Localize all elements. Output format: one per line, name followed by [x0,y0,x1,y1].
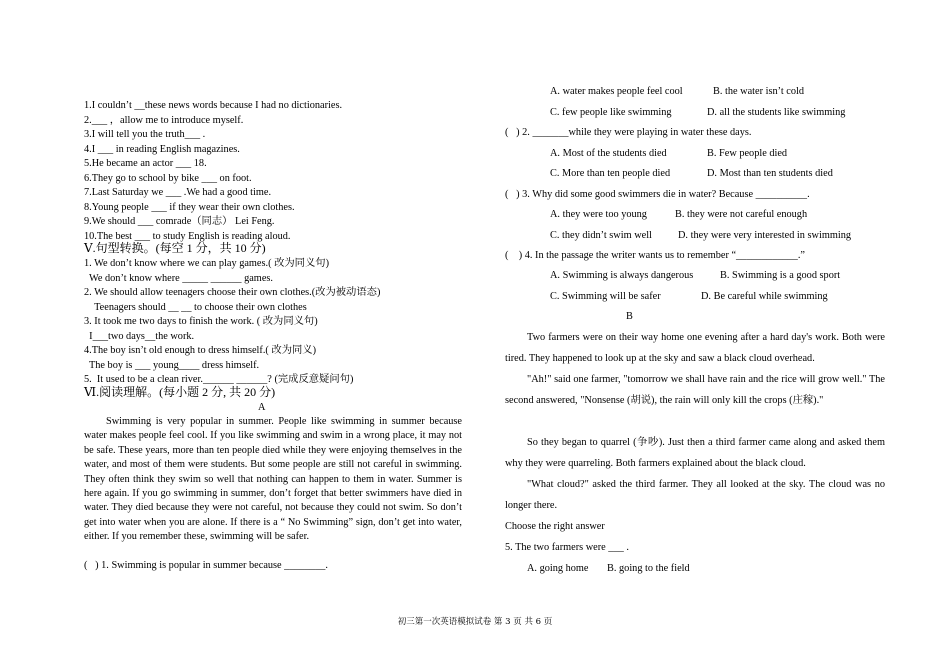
option: D. Be careful while swimming [701,291,828,302]
fill-item: 10.The best ___ to study English is reading aloud. [84,230,291,242]
option: C. few people like swimming [550,107,672,118]
option: C. More than ten people died [550,168,671,179]
option: C. they didn’t swim well [550,230,652,241]
passage-a-label: A [258,402,266,413]
option: B. Swimming is a good sport [720,270,841,281]
option: A. going home [527,563,589,574]
rewrite-line: I___two days__the work. [84,330,195,342]
question-5: 5. The two farmers were ___ . [505,542,629,553]
question-4: ( ) 4. In the passage the writer wants us to remember “____________.” [505,250,805,261]
section-5-title: Ⅴ.句型转换。(每空 1 分，共 10 分) [84,241,266,255]
option: D. they were very interested in swimming [678,230,852,241]
passage-a-text: Swimming is very popular in summer. People like swimming in summer because water makes people feel cool. If you like swimming and swim in a wrong place, it may not be safe. These years, more than ten people died while they were enjoying themselves in the water, and most of them were students. But some people are still not careful in swimming. They often think they swim so well that nothing can happen to them in water. Summer is here again. If you go swimming in summer, don’t forget that better swimmers have died in water. They died because they were not careful, not because they could not swim. So don’t get into water when you are alone. If there is a “ No Swimming” sign, don’t get into water, either. If you remember these, swimming will be safer. [84,416,462,543]
option: A. water makes people feel cool [550,86,683,97]
question-3: ( ) 3. Why did some good swimmers die in water? Because __________. [505,189,810,200]
option: C. Swimming will be safer [550,291,661,302]
passage-b-paragraph: So they began to quarrel (争吵). Just then a third farmer came along and asked them why they were quarreling. Both farmers explained about the black cloud. [505,437,885,469]
rewrite-line: Teenagers should __ __ to choose their own clothes [84,301,307,313]
fill-item: 6.They go to school by bike ___ on foot. [84,172,252,184]
rewrite-line: The boy is ___ young____ dress himself. [84,359,260,371]
option: A. Swimming is always dangerous [550,270,694,281]
fill-item: 9.We should ___ comrade（同志） Lei Feng. [84,216,275,227]
fill-item: 1.I couldn’t __these news words because I had no dictionaries. [84,100,343,111]
page-footer: 初三第一次英语模拟试卷 第 3 页 共 6 页 [397,617,553,627]
rewrite-line: 4.The boy isn’t old enough to dress himself.( 改为同义) [84,345,317,356]
option: A. they were too young [550,209,647,220]
option: B. going to the field [607,563,690,574]
option: B. Few people died [707,148,788,159]
option: D. Most than ten students died [707,168,833,179]
rewrite-line: We don’t know where _____ ______ games. [84,272,273,284]
section-6-title: Ⅵ.阅读理解。(每小题 2 分, 共 20 分) [84,385,276,399]
rewrite-line: 3. It took me two days to finish the work. ( 改为同义句) [84,316,318,327]
passage-b-label: B [626,311,633,322]
option: B. they were not careful enough [675,209,808,220]
fill-item: 3.I will tell you the truth___ . [84,129,206,140]
option: D. all the students like swimming [707,107,846,118]
instruction: Choose the right answer [505,521,605,532]
option: B. the water isn’t cold [713,86,805,97]
rewrite-line: 1. We don’t know where we can play games.( 改为同义句) [84,258,329,269]
question-1: ( ) 1. Swimming is popular in summer because ________. [84,560,328,571]
fill-item: 4.I ___ in reading English magazines. [84,143,240,155]
rewrite-line: 2. We should allow teenagers choose their own clothes.(改为被动语态) [84,287,381,298]
passage-b-paragraph: Two farmers were on their way home one evening after a hard day's work. Both were tired. They happened to look up at the sky and saw a black cloud overhead. [505,332,885,364]
fill-item: 2.___ ，allow me to introduce myself. [84,114,244,126]
fill-item: 8.Young people ___ if they wear their own clothes. [84,201,295,213]
fill-item: 5.He became an actor ___ 18. [84,158,207,169]
question-2: ( ) 2. _______while they were playing in water these days. [505,127,752,138]
option: A. Most of the students died [550,148,667,159]
passage-b-paragraph: "What cloud?" asked the third farmer. They all looked at the sky. The cloud was no longer there. [505,479,885,511]
rewrite-line: 5. It used to be a clean river.______ ______? (完成反意疑问句) [84,374,354,385]
fill-item: 7.Last Saturday we ___ .We had a good time. [84,187,272,198]
passage-b-paragraph: "Ah!" said one farmer, "tomorrow we shall have rain and the rice will grow well." The second answered, "Nonsense (胡说), the rain will only kill the crops (庄稼)." [505,374,885,406]
